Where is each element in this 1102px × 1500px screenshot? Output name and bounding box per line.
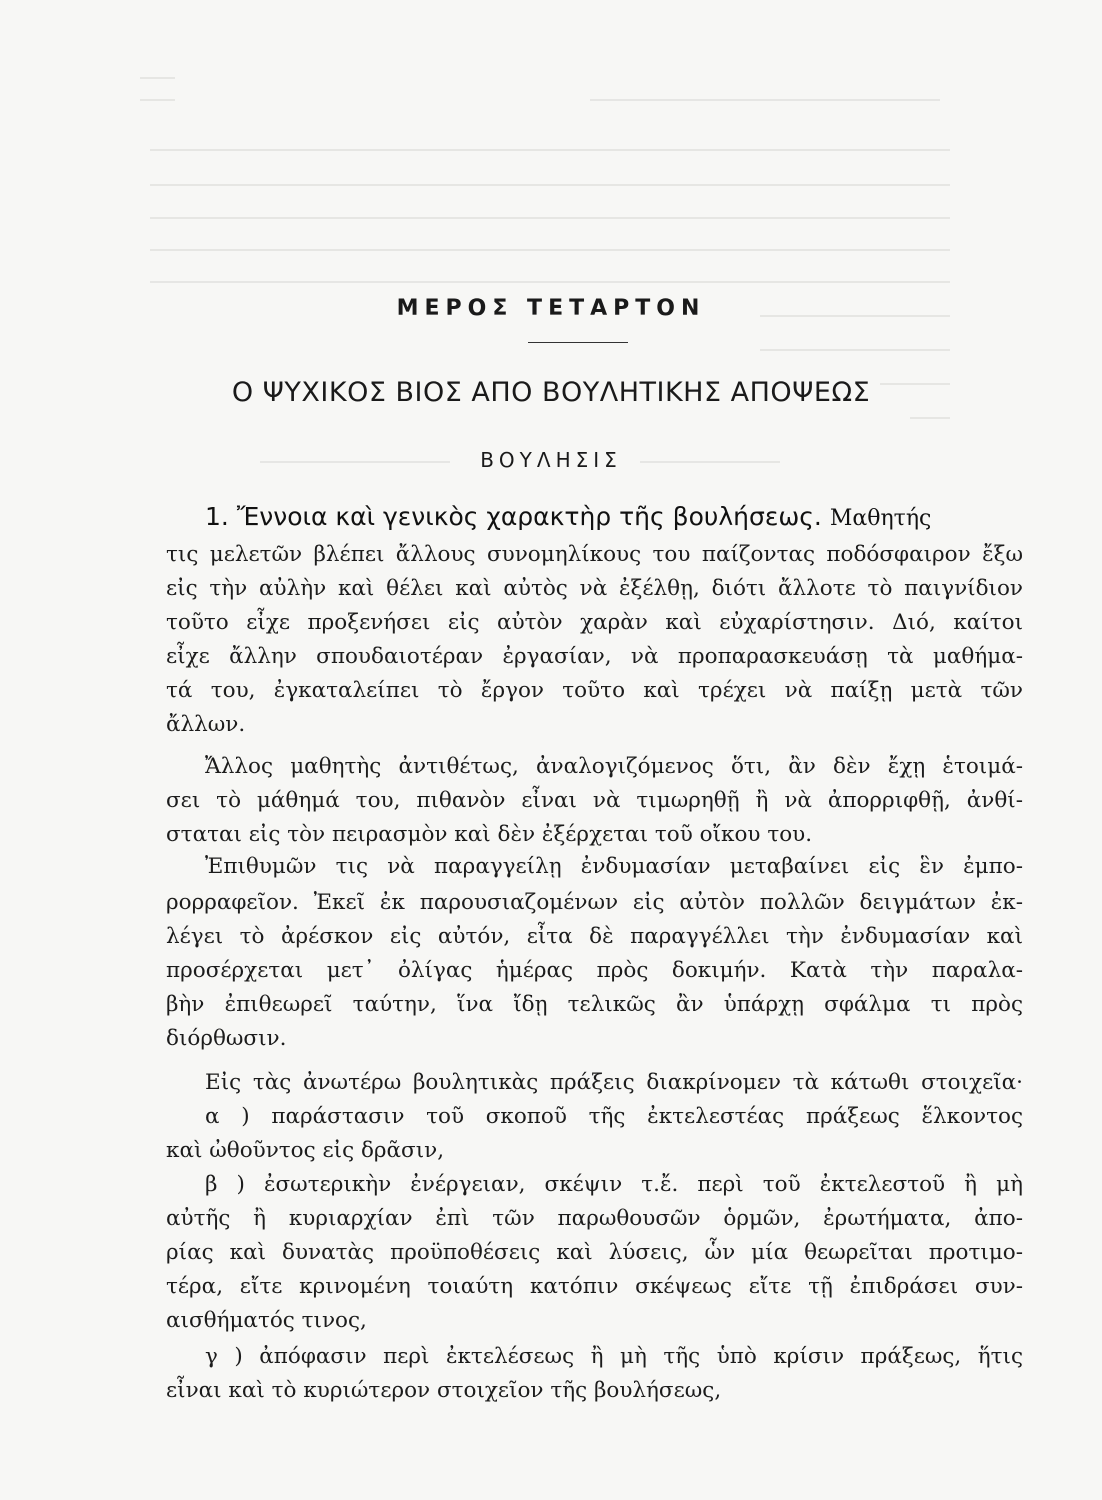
sub-heading: ΒΟΥΛΗΣΙΣ — [480, 448, 622, 472]
list-item-c: γ ) ἀπόφασιν περὶ ἐκτελέσεως ἢ μὴ τῆς ὑπὸ κρίσιν πράξεως, ἥτις — [205, 1344, 1023, 1369]
heading-divider — [528, 342, 628, 343]
part-heading: ΜΕΡΟΣ ΤΕΤΑΡΤΟΝ — [396, 296, 706, 321]
list-item-b: β ) ἐσωτερικὴν ἐνέργειαν, σκέψιν τ.ἔ. περὶ τοῦ ἐκτελεστοῦ ἢ μὴ — [205, 1172, 1023, 1197]
text-line: ρίας καὶ δυνατὰς προϋποθέσεις καὶ λύσεις, ὧν μία θεωρεῖται προτιμο- — [166, 1240, 1023, 1265]
text-line: τις μελετῶν βλέπει ἄλλους συνομηλίκους του παίζοντας ποδόσφαιρον ἔξω — [166, 542, 1023, 567]
text-line: ἄλλων. — [166, 712, 246, 737]
text-line: διόρθωσιν. — [166, 1026, 287, 1051]
text-line: βὴν ἐπιθεωρεῖ ταύτην, ἵνα ἴδῃ τελικῶς ἂν ὑπάρχῃ σφάλμα τι πρὸς — [166, 992, 1023, 1017]
text-line: εἶναι καὶ τὸ κυριώτερον στοιχεῖον τῆς βουλήσεως, — [166, 1378, 722, 1403]
section-number: 1. — [205, 502, 229, 531]
text-line: καὶ ὠθοῦντος εἰς δρᾶσιν, — [166, 1138, 445, 1163]
text-line: αὐτῆς ἢ κυριαρχίαν ἐπὶ τῶν παρωθουσῶν ὁρμῶν, ἐρωτήματα, ἀπο- — [166, 1206, 1023, 1231]
text-line: εἰς τὴν αὐλὴν καὶ θέλει καὶ αὐτὸς νὰ ἐξέλθῃ, διότι ἄλλοτε τὸ παιγνίδιον — [166, 576, 1023, 601]
text-line: τέρα, εἴτε κρινομένη τοιαύτη κατόπιν σκέψεως εἴτε τῇ ἐπιδράσει συν- — [166, 1274, 1023, 1299]
text-line: Εἰς τὰς ἀνωτέρω βουλητικὰς πράξεις διακρίνομεν τὰ κάτωθι στοιχεῖα· — [205, 1070, 1023, 1095]
text-line: λέγει τὸ ἀρέσκον εἰς αὐτόν, εἶτα δὲ παραγγέλλει τὴν ἐνδυμασίαν καὶ — [166, 924, 1023, 949]
text-line: τά του, ἐγκαταλείπει τὸ ἔργον τοῦτο καὶ τρέχει νὰ παίξῃ μετὰ τῶν — [166, 678, 1023, 703]
text-line: ρορραφεῖον. Ἐκεῖ ἐκ παρουσιαζομένων εἰς αὐτὸν πολλῶν δειγμάτων ἐκ- — [166, 890, 1023, 915]
text-line: σει τὸ μάθημά του, πιθανὸν εἶναι νὰ τιμωρηθῇ ἢ νὰ ἀπορριφθῇ, ἀνθί- — [166, 788, 1023, 813]
text-line: τοῦτο εἶχε προξενήσει εἰς αὐτὸν χαρὰν καὶ εὐχαρίστησιν. Διό, καίτοι — [166, 610, 1023, 635]
text-line: προσέρχεται μετ᾽ ὀλίγας ἡμέρας πρὸς δοκιμήν. Κατὰ τὴν παραλα- — [166, 958, 1023, 983]
text-line: εἶχε ἄλλην σπουδαιοτέραν ἐργασίαν, νὰ προπαρασκευάσῃ τὰ μαθήμα- — [166, 644, 1023, 669]
section-title-text: Ἔννοια καὶ γενικὸς χαρακτὴρ τῆς βουλήσεως. — [236, 502, 822, 531]
text-line: Ἐπιθυμῶν τις νὰ παραγγείλῃ ἐνδυμασίαν μεταβαίνει εἰς ἓν ἐμπο- — [205, 854, 1023, 879]
section-first-line-rest: Μαθητής — [829, 506, 932, 531]
main-heading: Ο ΨΥΧΙΚΟΣ ΒΙΟΣ ΑΠΟ ΒΟΥΛΗΤΙΚΗΣ ΑΠΟΨΕΩΣ — [231, 377, 871, 408]
section-title — [205, 502, 931, 531]
text-line: σταται εἰς τὸν πειρασμὸν καὶ δὲν ἐξέρχεται τοῦ οἴκου του. — [166, 822, 813, 847]
list-item-a: α ) παράστασιν τοῦ σκοποῦ τῆς ἐκτελεστέας πράξεως ἕλκοντος — [205, 1104, 1023, 1129]
text-line: Ἄλλος μαθητὴς ἀντιθέτως, ἀναλογιζόμενος ὅτι, ἂν δὲν ἔχῃ ἑτοιμά- — [205, 754, 1023, 779]
text-line: αισθήματός τινος, — [166, 1308, 367, 1333]
